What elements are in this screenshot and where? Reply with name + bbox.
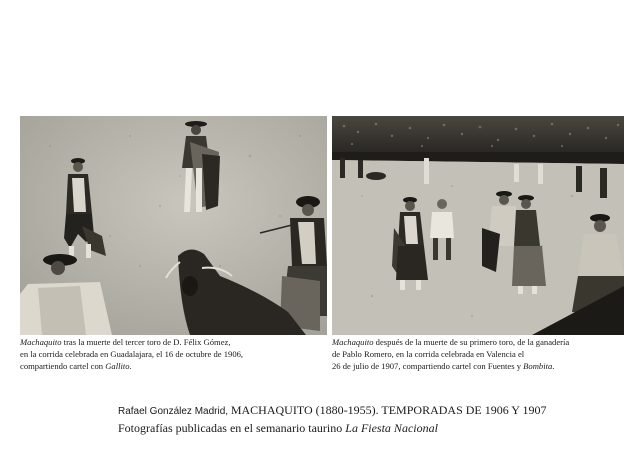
caption-line xyxy=(20,336,243,348)
torero-name: Gallito xyxy=(105,361,130,372)
caption-line: de Pablo Romero, en la corrida celebrada en Valencia el xyxy=(332,349,525,360)
caption-text: . xyxy=(129,361,132,372)
left-caption xyxy=(20,336,243,373)
left-photograph xyxy=(20,116,327,335)
work-title: MACHAQUITO (1880-1955). TEMPORADAS DE 1906 Y 1907 xyxy=(230,403,547,417)
credit-block xyxy=(118,402,547,436)
torero-name: Bombita xyxy=(523,361,553,372)
caption-text: 26 de julio de 1907, compartiendo cartel con Fuentes y xyxy=(332,361,524,372)
publication-intro: Fotografías publicadas en el semanario taurino xyxy=(118,421,346,435)
caption-text: tras la muerte del tercer toro de D. Félix Gómez, xyxy=(61,337,231,347)
publication-name: La Fiesta Nacional xyxy=(345,421,438,435)
torero-name: Machaquito xyxy=(20,337,62,347)
caption-text: después de la muerte de su primero toro, de la ganadería xyxy=(373,337,570,347)
credit-publication-line xyxy=(118,420,547,436)
caption-line xyxy=(20,360,243,372)
caption-line xyxy=(332,336,569,348)
torero-name: Machaquito xyxy=(332,337,374,347)
right-photograph xyxy=(332,116,624,335)
crowd-stands xyxy=(332,116,624,152)
caption-line xyxy=(332,360,569,372)
credit-title-line xyxy=(118,402,547,420)
right-caption xyxy=(332,336,569,373)
caption-text: . xyxy=(552,361,555,372)
author-name: Rafael González Madrid, xyxy=(118,406,231,417)
caption-line: en la corrida celebrada en Guadalajara, el 16 de octubre de 1906, xyxy=(20,349,244,360)
caption-text: compartiendo cartel con xyxy=(20,361,106,372)
